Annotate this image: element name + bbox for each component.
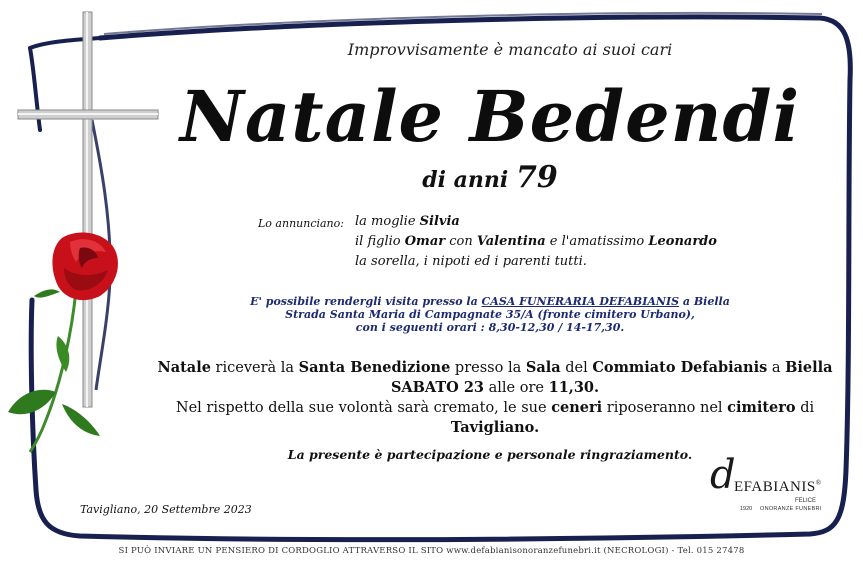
blessing-bold: Biella (785, 359, 833, 376)
logo-word-text: EFABIANIS (734, 479, 816, 495)
announcer-name: Leonardo (648, 234, 717, 249)
blessing-bold: Commiato Defabianis (592, 359, 768, 376)
logo-year: 1920 (740, 506, 753, 512)
funeral-home-name: CASA FUNERARIA DEFABIANIS (481, 295, 680, 308)
logo-mark: d (710, 452, 736, 498)
blessing-text: Nel rispetto della sue volontà sarà cremato, le sue (175, 400, 547, 416)
blessing-line-2 (150, 378, 840, 398)
blessing-bold: 11,30. (548, 379, 600, 396)
blessing-text: alle ore (488, 380, 544, 396)
blessing-bold: Santa Benedizione (298, 359, 451, 376)
visit-text: a Biella (682, 295, 730, 308)
announcers-label: Lo annunciano: (258, 217, 344, 230)
date-line: Tavigliano, 20 Settembre 2023 (80, 503, 252, 516)
announcer-name: Silvia (419, 214, 460, 229)
logo-subtitle: ONORANZE FUNEBRI (760, 506, 822, 512)
funeral-home-logo (700, 452, 840, 522)
age-value: 79 (515, 160, 558, 195)
announcer-text: il figlio (355, 234, 401, 249)
logo-felice: FELICE (795, 498, 817, 504)
announcer-line-2 (355, 232, 717, 252)
announcer-name: Valentina (476, 234, 546, 249)
blessing-text: presso la (454, 360, 522, 376)
blessing-text: di (800, 400, 815, 416)
blessing-line-1 (150, 358, 840, 378)
blessing-text: del (565, 360, 588, 376)
announcer-text: la moglie (355, 214, 416, 229)
thanks-text: La presente è partecipazione e personale ringraziamento. (287, 447, 693, 462)
blessing-bold: cimitero (727, 399, 796, 416)
blessing-bold: Natale (157, 359, 211, 376)
blessing-bold: Tavigliano. (450, 419, 540, 436)
announcers-lines (355, 212, 717, 272)
blessing-text: riceverà la (215, 360, 295, 376)
blessing-text: riposeranno nel (606, 400, 723, 416)
visit-line-1 (160, 295, 820, 308)
logo-word (734, 479, 822, 496)
cross-icon (18, 12, 158, 407)
blessing-bold: SABATO 23 (390, 379, 485, 396)
logo-registered: ® (815, 479, 822, 487)
visit-line-3: con i seguenti orari : 8,30-12,30 / 14-17,30. (355, 321, 625, 334)
announcer-text: con (449, 234, 473, 249)
age-prefix: di anni (422, 167, 509, 193)
visit-text: E' possibile rendergli visita presso la (250, 295, 478, 308)
blessing-line-3 (150, 398, 840, 438)
intro-text: Improvvisamente è mancato ai suoi cari (347, 40, 673, 59)
age-line (300, 160, 680, 195)
rose-icon (8, 233, 118, 452)
announcer-line-1 (355, 212, 717, 232)
blessing-bold: ceneri (551, 399, 603, 416)
blessing-info (150, 358, 840, 438)
blessing-text: a (771, 360, 781, 376)
announcer-name: Omar (404, 234, 446, 249)
visit-info (160, 295, 820, 334)
deceased-name: Natale Bedendi (179, 75, 801, 158)
announcer-line-3: la sorella, i nipoti ed i parenti tutti. (355, 254, 587, 269)
footer-text: SI PUÒ INVIARE UN PENSIERO DI CORDOGLIO ATTRAVERSO IL SITO www.defabianisonoranzefunebri.it (NECROLOGI) - Tel. 015 27478 (118, 546, 745, 556)
announcer-text: e l'amatissimo (549, 234, 645, 249)
visit-line-2: Strada Santa Maria di Campagnate 35/A (fronte cimitero Urbano), (285, 308, 695, 321)
blessing-bold: Sala (525, 359, 561, 376)
